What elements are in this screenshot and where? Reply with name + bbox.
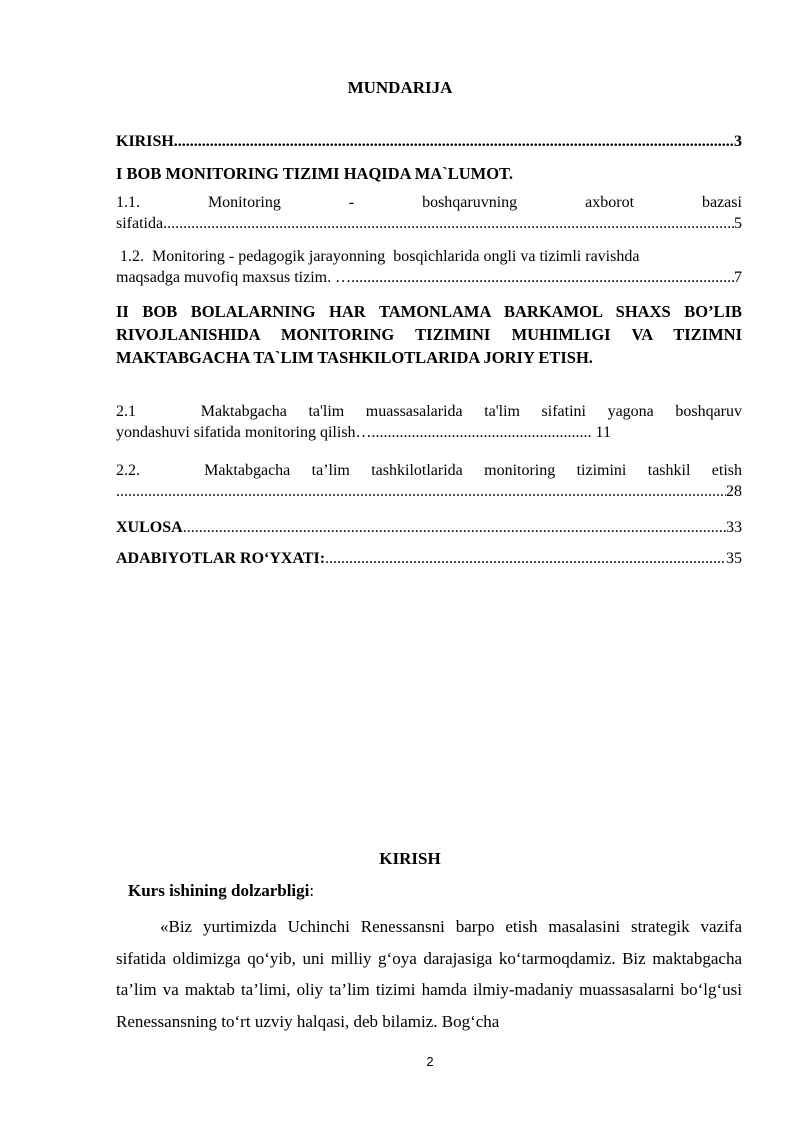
toc-entry-page: 35: [726, 550, 742, 567]
toc-entry-line: [116, 422, 742, 443]
toc-entry-2-1[interactable]: [116, 401, 742, 443]
intro-subheading-text: Kurs ishining dolzarbligi: [128, 881, 310, 900]
intro-paragraph: «Biz yurtimizda Uchinchi Renessansni barpo etish masalasini strategik vazifa sifatida oldimizga qo‘yib, uni milliy g‘oya darajasiga ko‘tarmoqdamiz. Biz maktabgacha ta’lim va maktab ta’limi, oliy ta’lim tizimi hamda ilmiy-madaniy muassasalarni bo‘lg‘usi Renessansning to‘rt uzviy halqasi, deb bilamiz. Bog‘cha: [116, 917, 742, 1031]
toc-leader-dots: .......................................................: [371, 424, 592, 441]
toc-chapter-2[interactable]: II BOB BOLALARNING HAR TAMONLAMA BARKAMOL SHAXS BO’LIB RIVOJLANISHIDA MONITORING TIZIMINI MUHIMLIGI VA TIZIMNI MAKTABGACHA TA`LIM TASHKILOTLARIDA JORIY ETISH.: [116, 302, 742, 367]
toc-entry-kirish[interactable]: [116, 131, 742, 152]
toc-chapter-1[interactable]: I BOB MONITORING TIZIMI HAQIDA MA`LUMOT.: [116, 164, 513, 183]
toc-entry-text: yondashuvi sifatida monitoring qilish…: [116, 424, 372, 441]
toc-entry-label: XULOSA: [116, 519, 183, 536]
toc-entry-line: [116, 267, 742, 288]
toc-entry-page: 7: [734, 269, 742, 286]
intro-subheading: [128, 881, 314, 901]
toc-entry-word: axborot: [585, 194, 635, 211]
toc-entry-page: 11: [591, 424, 611, 441]
toc-leader-dots: [116, 481, 726, 502]
toc-leader-dots: [163, 213, 734, 234]
toc-entry-page: 33: [726, 519, 742, 536]
toc-entry-word: Monitoring: [207, 194, 281, 211]
toc-entry-label: KIRISH: [116, 133, 174, 150]
toc-entry-text: sifatida: [116, 215, 164, 232]
toc-leader-dots: [351, 267, 734, 288]
toc-entry-page: 28: [726, 483, 742, 500]
toc-entry-line: 2.1 Maktabgacha ta'lim muassasalarida ta'lim sifatini yagona boshqaruv: [116, 403, 742, 420]
toc-entry-page: 3: [734, 133, 742, 150]
toc-leader-dots: [325, 548, 726, 569]
intro-subheading-colon: :: [309, 881, 315, 900]
toc-leader-dots: [183, 517, 726, 538]
toc-entry-line: 1.2. Monitoring - pedagogik jarayonning bosqichlarida ongli va tizimli ravishda: [116, 248, 640, 265]
toc-entry-line: 2.2. Maktabgacha ta’lim tashkilotlarida monitoring tizimini tashkil etish: [116, 462, 742, 479]
toc-entry-text: maqsadga muvofiq maxsus tizim. …: [116, 269, 352, 286]
page-number: 2: [426, 1054, 434, 1069]
toc-leader-dots: [174, 131, 734, 152]
toc-entry-word: boshqaruvning: [422, 194, 518, 211]
toc-entry-xulosa[interactable]: [116, 517, 742, 538]
intro-heading: KIRISH: [379, 849, 441, 868]
toc-entry-adabiyotlar[interactable]: [116, 548, 742, 569]
toc-entry-line: [116, 192, 742, 213]
toc-entry-page: 5: [734, 215, 742, 232]
toc-entry-1-2[interactable]: [116, 246, 742, 288]
toc-entry-word: -: [348, 194, 355, 211]
toc-entry-number: 1.1.: [116, 194, 140, 211]
toc-entry-1-1[interactable]: [116, 192, 742, 234]
toc-entry-2-2[interactable]: [116, 460, 742, 502]
toc-entry-line: [116, 481, 742, 502]
toc-title: MUNDARIJA: [347, 78, 453, 97]
toc-entry-line: [116, 213, 742, 234]
toc-entry-label: ADABIYOTLAR RO‘YXATI:: [116, 550, 326, 567]
toc-entry-word: bazasi: [701, 194, 742, 211]
